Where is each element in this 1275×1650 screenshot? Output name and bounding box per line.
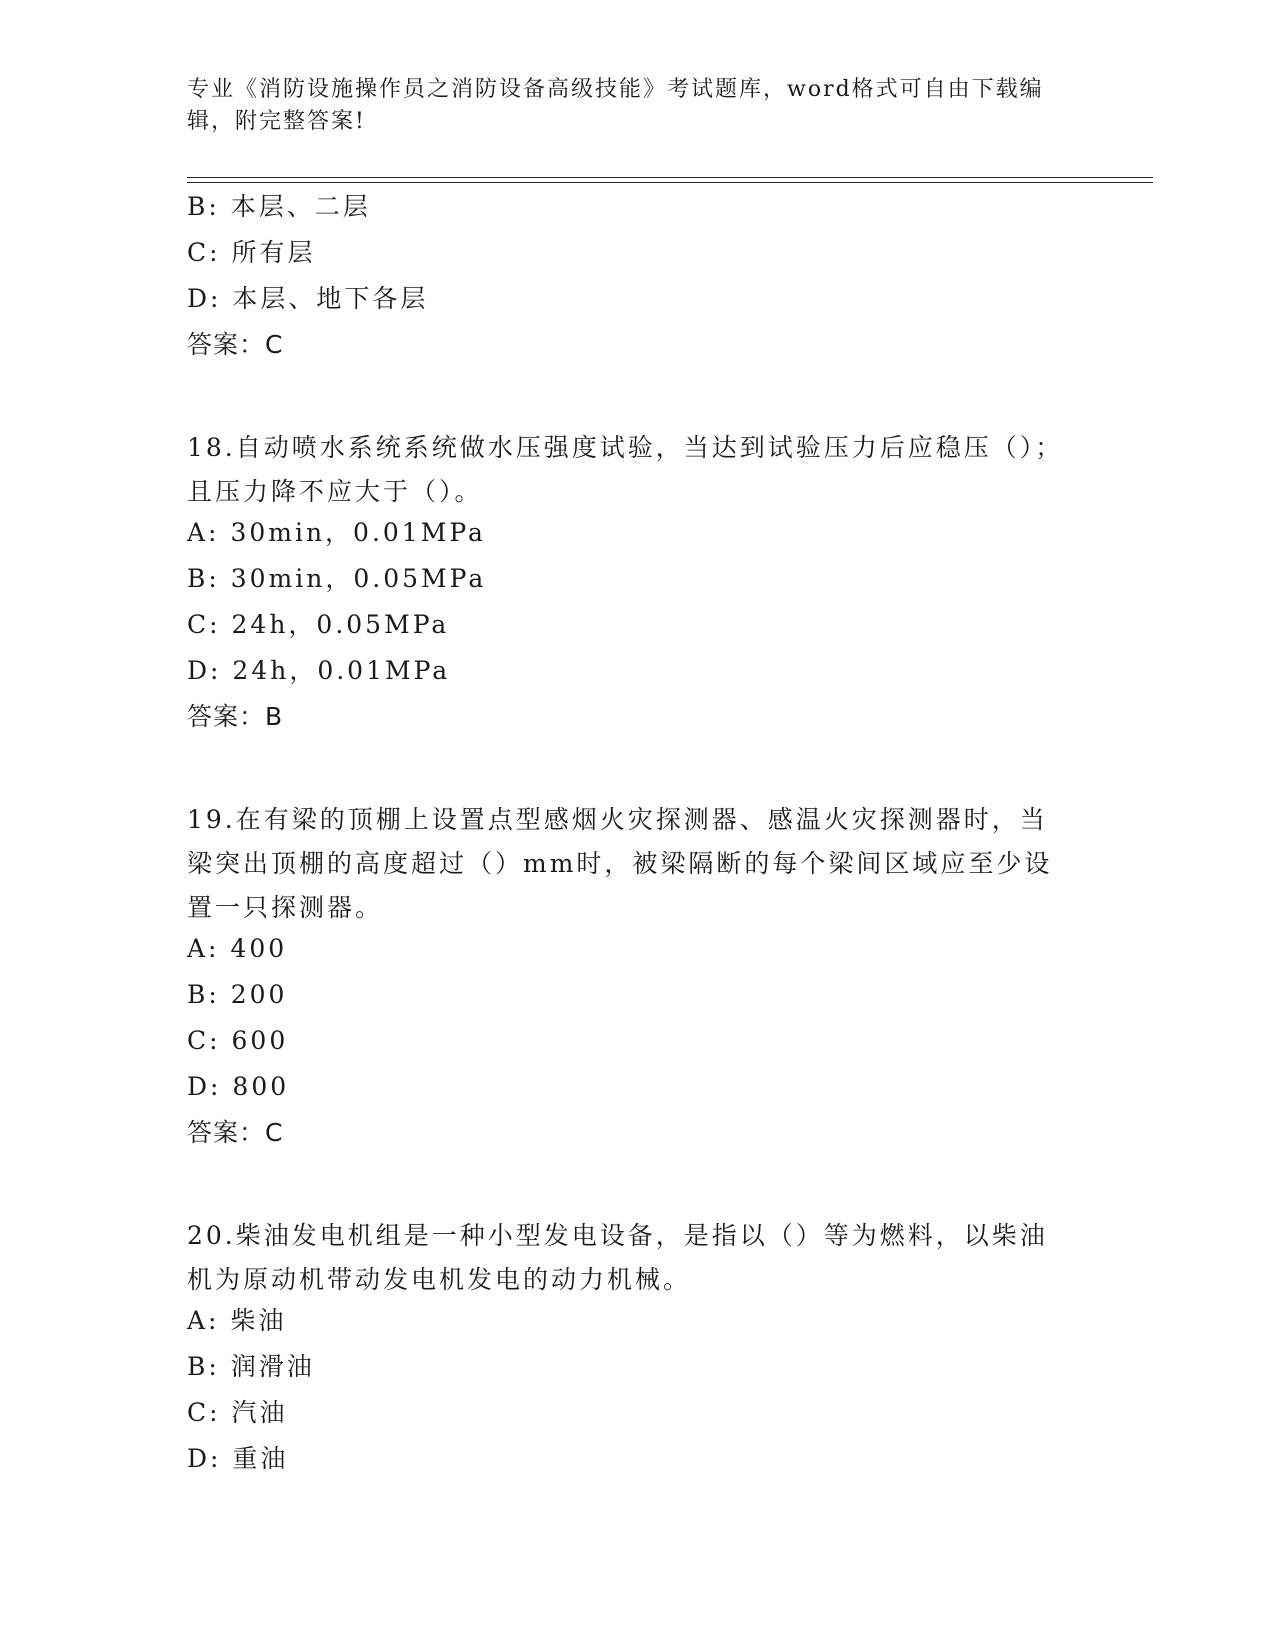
option-c: C: 24h，0.05MPa	[187, 610, 450, 639]
option-c: C: 600	[187, 1026, 289, 1055]
option-d: D: 24h，0.01MPa	[187, 656, 451, 685]
option-b: B: 本层、二层	[187, 192, 371, 221]
option-d: D: 本层、地下各层	[187, 284, 429, 313]
answer-17: 答案：C	[187, 330, 284, 359]
option-c: C: 所有层	[187, 238, 316, 267]
answer-18: 答案：B	[187, 702, 284, 731]
option-c: C: 汽油	[187, 1398, 288, 1427]
header-rule-top	[187, 177, 1153, 178]
answer-19: 答案：C	[187, 1118, 284, 1147]
option-a: A: 柴油	[187, 1306, 287, 1335]
header-rule-bottom	[187, 182, 1153, 183]
option-d: D: 重油	[187, 1444, 289, 1473]
option-b: B: 润滑油	[187, 1352, 315, 1381]
page-header: 专业《消防设施操作员之消防设备高级技能》考试题库，word格式可自由下载编辑，附完整答案!	[187, 77, 1044, 134]
question-19-stem: 19.在有梁的顶棚上设置点型感烟火灾探测器、感温火灾探测器时，当梁突出顶棚的高度超过（）mm时，被梁隔断的每个梁间区域应至少设置一只探测器。	[187, 805, 1053, 922]
option-a: A: 30min，0.01MPa	[187, 518, 486, 547]
question-20	[187, 1214, 1067, 1476]
question-19	[187, 798, 1067, 1150]
question-18-stem: 18.自动喷水系统系统做水压强度试验，当达到试验压力后应稳压（）；且压力降不应大于（）。	[187, 433, 1064, 506]
option-b: B: 30min，0.05MPa	[187, 564, 487, 593]
question-20-stem: 20.柴油发电机组是一种小型发电设备，是指以（）等为燃料，以柴油机为原动机带动发电机发电的动力机械。	[187, 1221, 1048, 1294]
question-list	[187, 190, 1067, 1488]
question-17-tail	[187, 190, 1067, 362]
option-d: D: 800	[187, 1072, 290, 1101]
question-18	[187, 426, 1067, 734]
option-a: A: 400	[187, 934, 288, 963]
option-b: B: 200	[187, 980, 288, 1009]
